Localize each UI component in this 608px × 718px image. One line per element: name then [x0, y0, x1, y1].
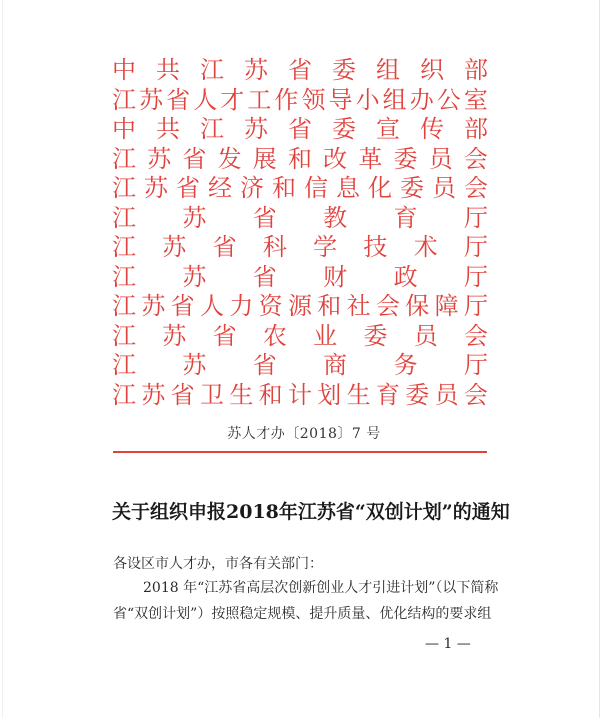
issuer-char: 科 [262, 233, 287, 261]
issuer-char: 人 [193, 85, 218, 114]
issuer-char: 省 [212, 233, 237, 261]
issuer-char: 育 [375, 380, 400, 409]
issuer-char: 苏 [147, 144, 172, 173]
issuer-char: 苏 [144, 174, 168, 202]
issuer-char: 委 [363, 321, 388, 350]
salutation: 各设区市人才办，市各有关部门： [113, 556, 323, 572]
issuer-char: 苏 [182, 351, 207, 379]
issuer-char: 组 [382, 85, 407, 114]
issuer-char: 化 [368, 174, 392, 202]
issuer-char: 展 [252, 144, 277, 173]
issuer-char: 苏 [162, 321, 187, 350]
issuer-char: 织 [420, 56, 444, 84]
issuer-char: 苏 [141, 380, 166, 409]
issuer-char: 学 [313, 233, 338, 261]
issuing-authorities-header [112, 56, 488, 410]
page-edge-left [2, 0, 3, 718]
issuer-char: 江 [112, 144, 136, 173]
issuer-char: 生 [229, 380, 254, 409]
issuer-char: 信 [304, 174, 328, 202]
issuer-line [112, 204, 488, 234]
issuer-char: 共 [156, 56, 180, 84]
issuer-char: 苏 [244, 115, 268, 143]
body-paragraph [113, 575, 499, 627]
issuer-line [112, 351, 488, 381]
issuer-char: 省 [166, 85, 191, 114]
issuer-char: 共 [156, 115, 180, 143]
issuer-char: 厅 [463, 262, 488, 291]
issuer-char: 息 [336, 174, 360, 202]
issuer-char: 江 [112, 351, 136, 379]
issuer-char: 划 [317, 380, 342, 409]
body-line: 2018 年“江苏省高层次创新创业人才引进计划”（以下简称 [143, 580, 499, 596]
issuer-char: 才 [220, 85, 245, 114]
issuer-char: 农 [262, 321, 287, 350]
issuer-char: 济 [240, 174, 264, 202]
issuer-char: 领 [301, 85, 326, 114]
issuer-char: 商 [323, 351, 348, 379]
issuer-char: 组 [376, 56, 400, 84]
issuer-char: 省 [170, 380, 195, 409]
issuer-char: 苏 [141, 292, 166, 320]
issuer-char: 员 [428, 144, 453, 173]
issuer-char: 员 [432, 174, 456, 202]
issuer-char: 苏 [182, 203, 207, 232]
issuer-char: 委 [332, 115, 356, 143]
issuer-char: 江 [200, 56, 224, 84]
issuer-char: 保 [405, 292, 430, 320]
issuer-char: 委 [405, 380, 430, 409]
issuer-char: 员 [413, 321, 438, 350]
issuer-line [112, 381, 488, 411]
issuer-line [112, 322, 488, 352]
issuer-char: 作 [274, 85, 299, 114]
issuer-char: 室 [463, 85, 488, 114]
issuer-char: 育 [393, 203, 418, 232]
issuer-char: 江 [112, 380, 136, 409]
body-line: 省“双创计划”）按照稳定规模、提升质量、优化结构的要求组 [113, 606, 492, 622]
issuer-line [112, 86, 488, 116]
issuer-char: 革 [358, 144, 383, 173]
issuer-char: 省 [170, 292, 195, 320]
issuer-char: 财 [323, 262, 348, 291]
issuer-char: 厅 [463, 351, 488, 379]
issuer-char: 中 [112, 115, 136, 143]
issuer-char: 导 [328, 85, 353, 114]
issuer-char: 技 [363, 233, 388, 261]
issuer-char: 障 [434, 292, 459, 320]
issuer-line [112, 263, 488, 293]
issuer-char: 力 [229, 292, 254, 320]
issuer-char: 江 [112, 233, 136, 261]
issuer-line [112, 233, 488, 263]
issuer-char: 江 [112, 321, 136, 350]
issuer-char: 业 [313, 321, 338, 350]
issuer-char: 计 [287, 380, 312, 409]
issuer-char: 部 [464, 56, 488, 84]
issuer-char: 政 [393, 262, 418, 291]
page-number: — 1 — [425, 636, 471, 652]
issuer-char: 务 [393, 351, 418, 379]
issuer-char: 教 [323, 203, 348, 232]
issuer-char: 和 [317, 292, 342, 320]
document-title: 关于组织申报2018年江苏省“双创计划”的通知 [112, 501, 510, 523]
issuer-char: 公 [436, 85, 461, 114]
issuer-char: 资 [258, 292, 283, 320]
issuer-char: 厅 [463, 233, 488, 261]
issuer-char: 部 [464, 115, 488, 143]
issuer-char: 苏 [139, 85, 164, 114]
issuer-char: 中 [112, 56, 136, 84]
issuer-char: 和 [272, 174, 296, 202]
issuer-char: 江 [112, 292, 136, 320]
issuer-char: 办 [409, 85, 434, 114]
issuer-char: 苏 [182, 262, 207, 291]
issuer-char: 委 [393, 144, 418, 173]
page-edge-right [599, 0, 600, 718]
issuer-char: 小 [355, 85, 380, 114]
issuer-char: 省 [212, 321, 237, 350]
document-number: 苏人才办〔2018〕7 号 [227, 426, 381, 442]
issuer-char: 省 [252, 262, 277, 291]
issuer-char: 会 [464, 174, 488, 202]
issuer-char: 江 [112, 174, 136, 202]
issuer-char: 会 [463, 321, 488, 350]
issuer-line [112, 145, 488, 175]
issuer-char: 苏 [244, 56, 268, 84]
issuer-line [112, 115, 488, 145]
issuer-char: 宣 [376, 115, 400, 143]
issuer-char: 省 [252, 351, 277, 379]
issuer-char: 江 [112, 203, 136, 232]
issuer-char: 江 [112, 85, 136, 114]
issuer-char: 人 [199, 292, 224, 320]
issuer-line [112, 56, 488, 86]
issuer-char: 省 [252, 203, 277, 232]
issuer-char: 苏 [162, 233, 187, 261]
issuer-line [112, 174, 488, 204]
issuer-char: 会 [375, 292, 400, 320]
issuer-char: 传 [420, 115, 444, 143]
issuer-char: 委 [332, 56, 356, 84]
issuer-char: 厅 [463, 203, 488, 232]
issuer-char: 经 [208, 174, 232, 202]
issuer-char: 术 [413, 233, 438, 261]
issuer-char: 会 [463, 144, 488, 173]
issuer-char: 江 [200, 115, 224, 143]
issuer-char: 会 [463, 380, 488, 409]
issuer-char: 卫 [199, 380, 224, 409]
issuer-char: 省 [288, 115, 312, 143]
issuer-char: 委 [400, 174, 424, 202]
red-divider-line [113, 451, 487, 453]
issuer-char: 社 [346, 292, 371, 320]
issuer-char: 厅 [463, 292, 488, 320]
issuer-char: 生 [346, 380, 371, 409]
issuer-char: 江 [112, 262, 136, 291]
issuer-char: 源 [287, 292, 312, 320]
issuer-char: 省 [176, 174, 200, 202]
issuer-char: 员 [434, 380, 459, 409]
issuer-char: 和 [287, 144, 312, 173]
issuer-char: 工 [247, 85, 272, 114]
issuer-char: 发 [217, 144, 242, 173]
issuer-char: 省 [288, 56, 312, 84]
issuer-char: 和 [258, 380, 283, 409]
issuer-line [112, 292, 488, 322]
issuer-char: 省 [182, 144, 207, 173]
issuer-char: 改 [323, 144, 348, 173]
